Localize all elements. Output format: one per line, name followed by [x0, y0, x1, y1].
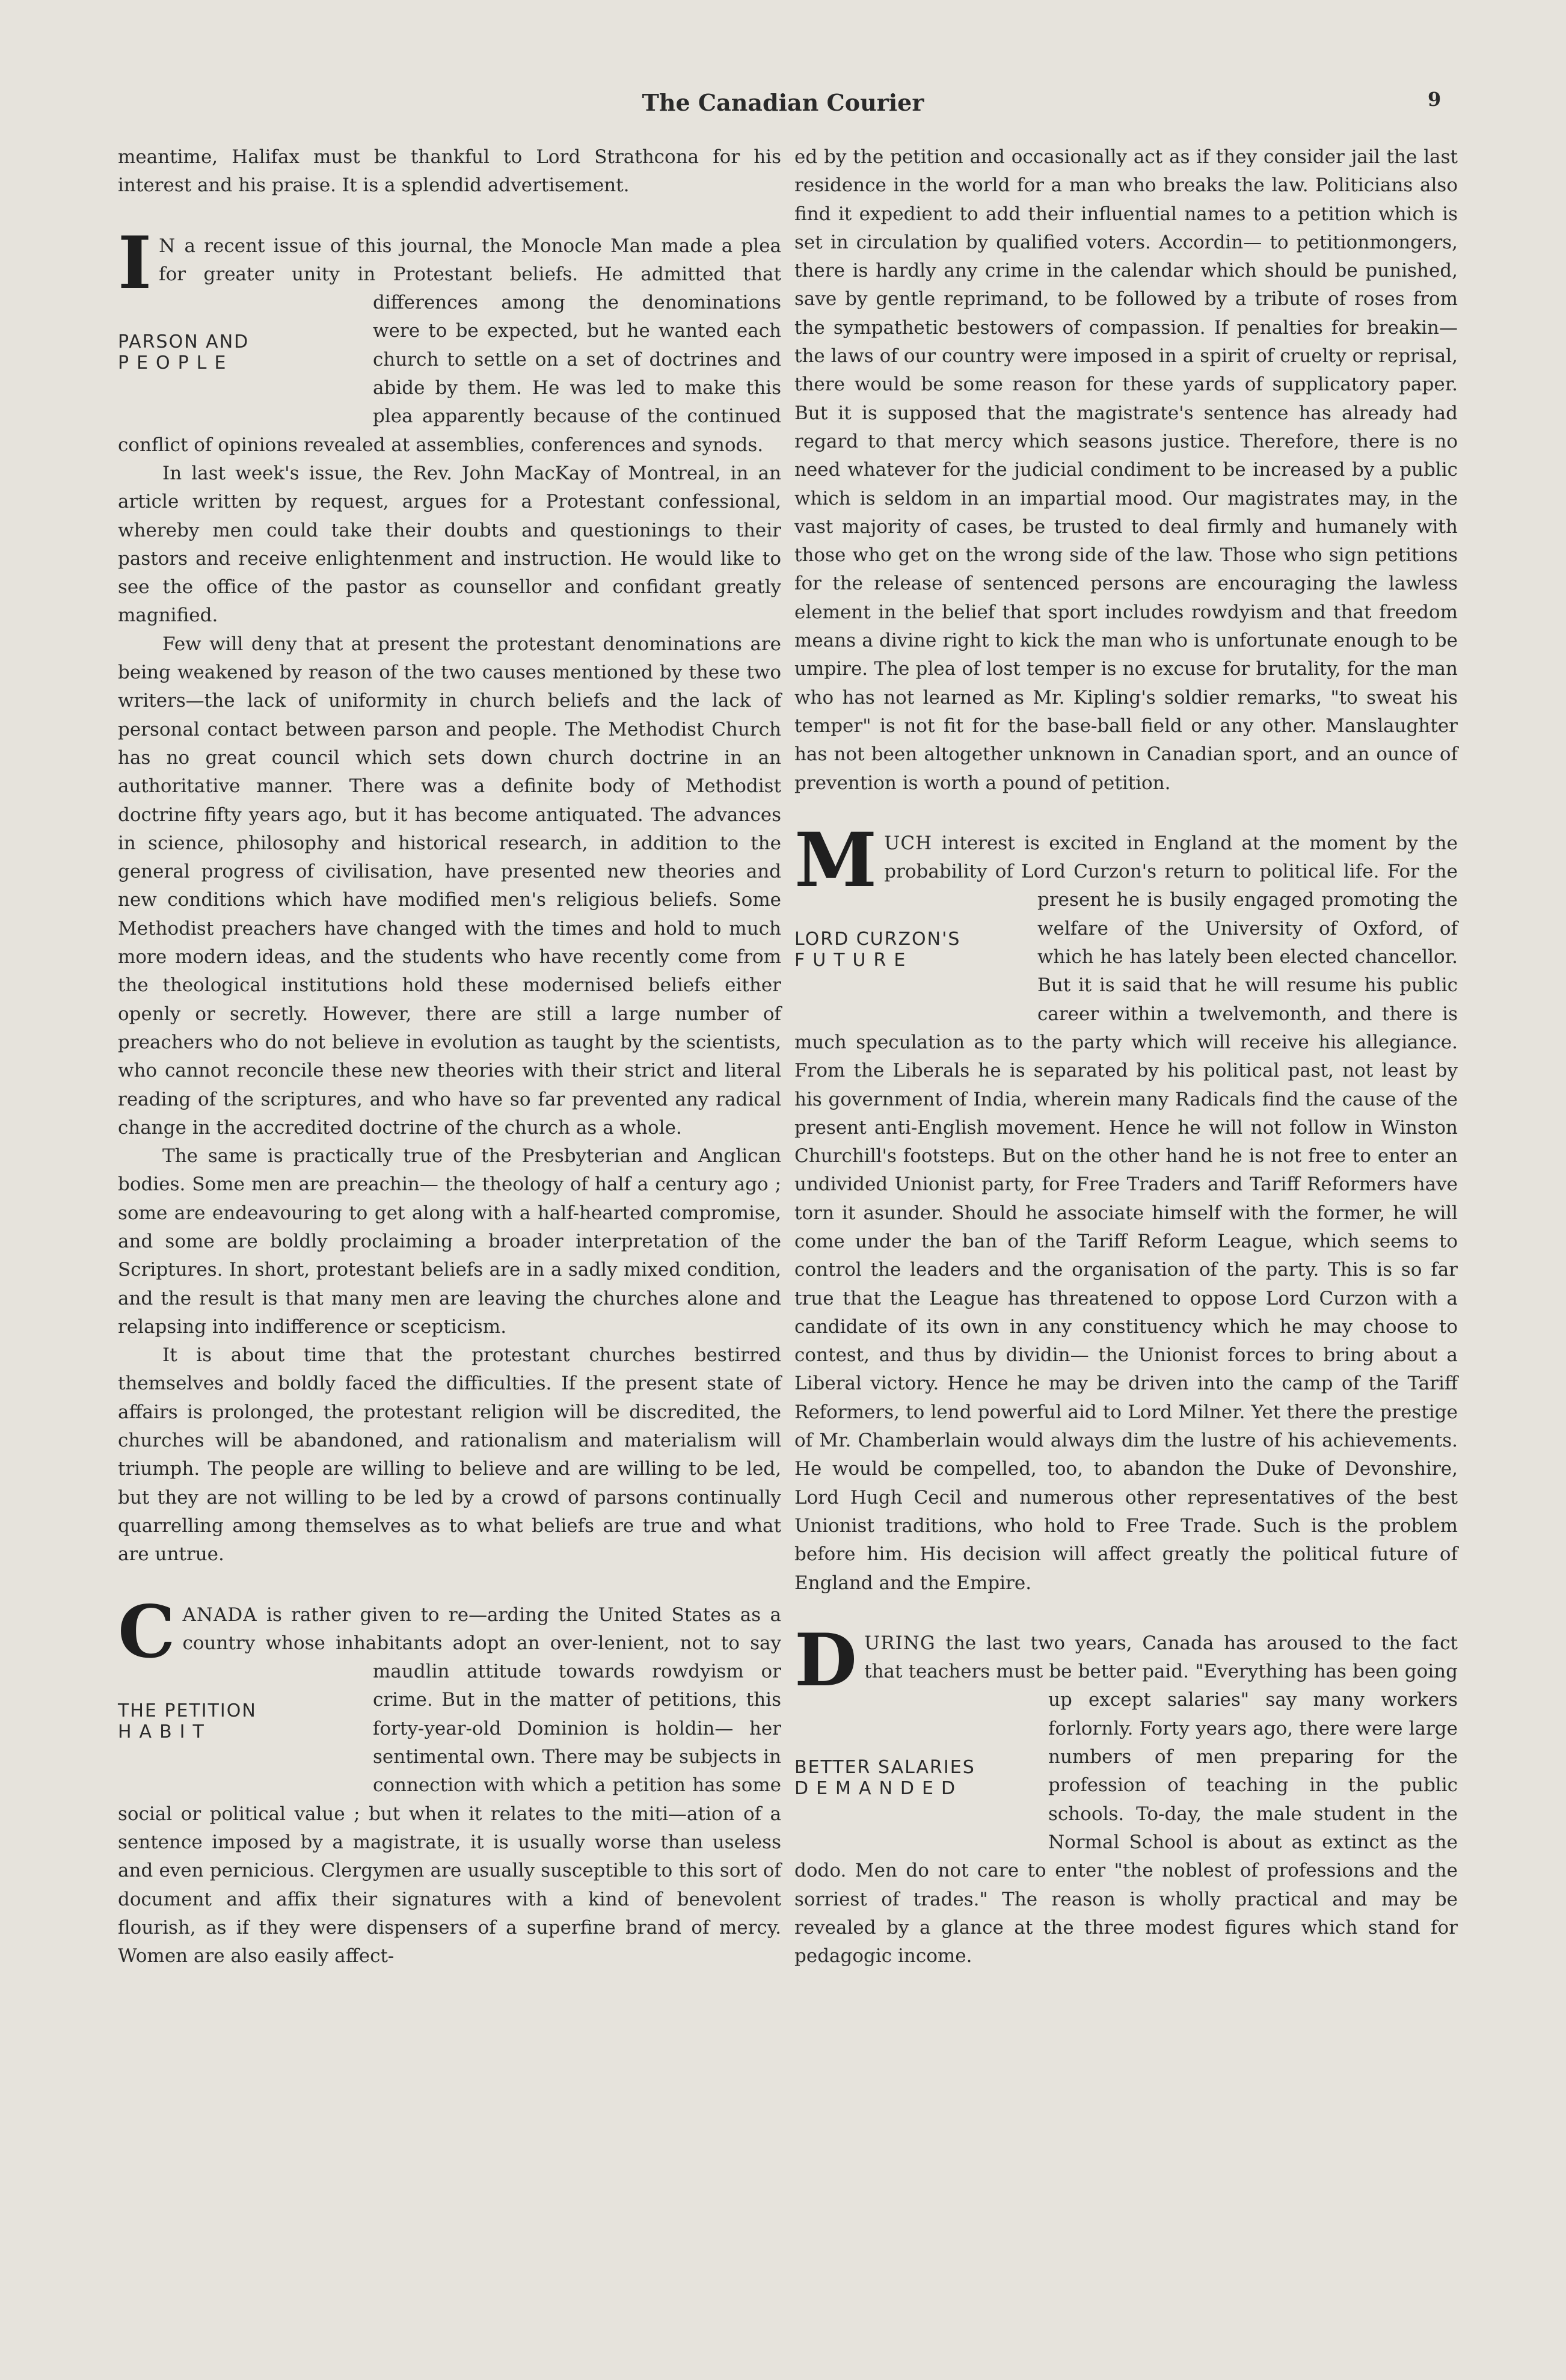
lead-text: is rather given to re—arding the United States as a country whose inhabitants adopt an over-lenient, not to say maudlin attitude towards rowdyism or crime. But in the matter of petitions, this forty-year-old Dominion is holdin— her sentimental own. There may be subjects in connection with which a petition has some social or political value ; but when it relates to the miti—ation of a sentence imposed by a magistrate, it is usually worse than useless and even pernicious. Clergymen are usually susceptible to this sort of document and affix their signatures with a kind of benevolent flourish, as if they were dispensers of a superfine brand of mercy. Women are also easily affect-	[118, 1604, 781, 1967]
paragraph: Few will deny that at present the protestant denominations are being weakened by reason of the two causes mentioned by these two writers—the lack of uniformity in church beliefs and the lack of personal contact between parson and people. The Methodist Church has no great council which sets down church doctrine in an authoritative manner. There was a definite body of Methodist doctrine fifty years ago, but it has become antiquated. The advances in science, philosophy and historical research, in addition to the general progress of civilisation, have presented new theories and new conditions which have modified men's religious beliefs. Some Methodist preachers have changed with the times and hold to much more modern ideas, and the students who have recently come from the theological institutions hold these modernised beliefs either openly or secretly. However, there are still a large number of preachers who do not believe in evolution as taught by the scientists, who cannot reconcile these new theories with their strict and literal reading of the scriptures, and who have so far prevented any radical change in the accredited doctrine of the church as a whole.	[118, 633, 781, 1139]
dropcap-letter: D	[794, 1617, 858, 1703]
article-lord-curzons-future	[794, 816, 1458, 1597]
sidehead-line-1: BETTER SALARIES	[794, 1756, 975, 1778]
article-lead-paragraph	[118, 1589, 781, 1971]
article-sidehead	[118, 1690, 364, 1776]
intro-paragraph: meantime, Halifax must be thankful to Lord Strathcona for his interest and his praise. It is a splendid advertisement.	[118, 146, 781, 197]
article-the-petition-habit	[118, 1589, 781, 1971]
dropcap-letter: I	[118, 220, 152, 306]
publication-title: The Canadian Courier	[642, 89, 924, 116]
article-sidehead	[118, 321, 364, 407]
first-word: UCH	[884, 832, 933, 854]
paragraph: It is about time that the protestant churches bestirred themselves and boldly faced the difficulties. If the present state of affairs is prolonged, the protestant religion will be discredited, the churches will be abandoned, and rationalism and materialism will triumph. The people are willing to believe and are willing to be led, but they are not willing to be led by a crowd of parsons continually quarrelling among themselves as to what beliefs are true and what are untrue.	[118, 1344, 781, 1566]
dropcap-letter: C	[118, 1589, 176, 1674]
article-better-salaries-demanded	[794, 1617, 1458, 1971]
page-number: 9	[1428, 88, 1442, 111]
sidehead-line-2: FUTURE	[794, 949, 914, 971]
lead-text: the last two years, Canada has aroused to the fact that teachers must be better paid. "Everything has been going up except salaries" say many workers forlornly. Forty years ago, there were large numbers of men preparing for the profession of teaching in the public schools. To-day, the male student in the Normal School is about as extinct as the dodo. Men do not care to enter "the noblest of professions and the sorriest of trades." The reason is wholly practical and may be revealed by a glance at the three modest figures which stand for pedagogic income.	[794, 1632, 1458, 1967]
sidehead-line-1: LORD CURZON'S	[794, 928, 961, 950]
article-lead-paragraph	[794, 816, 1458, 1597]
article-lead-paragraph	[794, 1617, 1458, 1971]
article-sidehead	[794, 918, 1029, 1004]
sidehead-line-1: PARSON AND	[118, 331, 250, 352]
paragraph: In last week's issue, the Rev. John MacKay of Montreal, in an article written by request, argues for a Protestant confessional, whereby men could take their doubts and questionings to their pastors and receive enlightenment and instruction. He would like to see the office of the pastor as counsellor and confidant greatly magnified.	[118, 462, 781, 627]
lead-text: a recent issue of this journal, the Monocle Man made a plea for greater unity in Protestant beliefs. He admitted that differences among the denominations were to be expected, but he wanted each church to settle on a set of doctrines and abide by them. He was led to make this plea apparently because of the continued conflict of opinions revealed at assemblies, conferences and synods.	[118, 235, 781, 456]
lead-text: interest is excited in England at the moment by the probability of Lord Curzon's return to political life. For the present he is busily engaged promoting the welfare of the University of Oxford, of which he has lately been elected chancellor. But it is said that he will resume his public career within a twelvemonth, and there is much speculation as to the party which will receive his allegiance. From the Liberals he is separated by his political past, not least by his government of India, wherein many Radicals find the cause of the present anti-English movement. Hence he will not follow in Winston Churchill's footsteps. But on the other hand he is not free to enter an undivided Unionist party, for Free Traders and Tariff Reformers have torn it asunder. Should he associate himself with the former, he will come under the ban of the Tariff Reform League, which seems to control the leaders and the organisation of the party. This is so far true that the League has threatened to oppose Lord Curzon with a candidate of its own in any constituency which he may choose to contest, and thus by dividin— the Unionist forces to bring about a Liberal victory. Hence he may be driven into the camp of the Tariff Reformers, to lend powerful aid to Lord Milner. Yet there the prestige of Mr. Chamberlain would always dim the lustre of his achievements. He would be compelled, too, to abandon the Duke of Devonshire, Lord Hugh Cecil and numerous other representatives of the best Unionist traditions, who hold to Free Trade. Such is the problem before him. His decision will affect greatly the political future of England and the Empire.	[794, 832, 1458, 1594]
article-lead-paragraph	[118, 220, 781, 460]
first-word: URING	[864, 1632, 936, 1654]
article-sidehead	[794, 1746, 1040, 1832]
sidehead-line-2: PEOPLE	[118, 352, 234, 374]
first-word: ANADA	[182, 1604, 257, 1626]
right-column	[794, 143, 1458, 1970]
first-word: N	[159, 235, 176, 257]
sidehead-line-2: HABIT	[118, 1721, 212, 1742]
dropcap-letter: M	[794, 816, 877, 904]
sidehead-line-2: DEMANDED	[794, 1777, 963, 1799]
sidehead-line-1: THE PETITION	[118, 1700, 257, 1721]
paragraph: The same is practically true of the Presbyterian and Anglican bodies. Some men are preachin— the theology of half a century ago ; some are endeavouring to get along with a half-hearted compromise, and some are boldly proclaiming a broader interpretation of the Scriptures. In short, protestant beliefs are in a sadly mixed condition, and the result is that many men are leaving the churches alone and relapsing into indifference or scepticism.	[118, 1145, 781, 1338]
article-parson-and-people	[118, 220, 781, 1569]
petition-continued-paragraph: ed by the petition and occasionally act as if they consider jail the last residence in the world for a man who breaks the law. Politicians also find it expedient to add their influential names to a petition which is set in circulation by qualified voters. Accordin— to petitionmongers, there is hardly any crime in the calendar which should be punished, save by gentle reprimand, to be followed by a tribute of roses from the sympathetic bestowers of compassion. If penalties for breakin— the laws of our country were imposed in a spirit of cruelty or reprisal, there would be some reason for these yards of supplicatory paper. But it is supposed that the magistrate's sentence has already had regard to that mercy which seasons justice. Therefore, there is no need whatever for the judicial condiment to be increased by a public which is seldom in an impartial mood. Our magistrates may, in the vast majority of cases, be trusted to deal firmly and humanely with those who get on the wrong side of the law. Those who sign petitions for the release of sentenced persons are encouraging the lawless element in the belief that sport includes rowdyism and that freedom means a divine right to kick the man who is unfortunate enough to be umpire. The plea of lost temper is no excuse for brutality, for the man who has not learned as Mr. Kipling's soldier remarks, "to sweat his temper" is not fit for the base-ball field or any other. Manslaughter has not been altogether unknown in Canadian sport, and an ounce of prevention is worth a pound of petition.	[794, 146, 1458, 794]
left-column	[118, 143, 781, 1970]
